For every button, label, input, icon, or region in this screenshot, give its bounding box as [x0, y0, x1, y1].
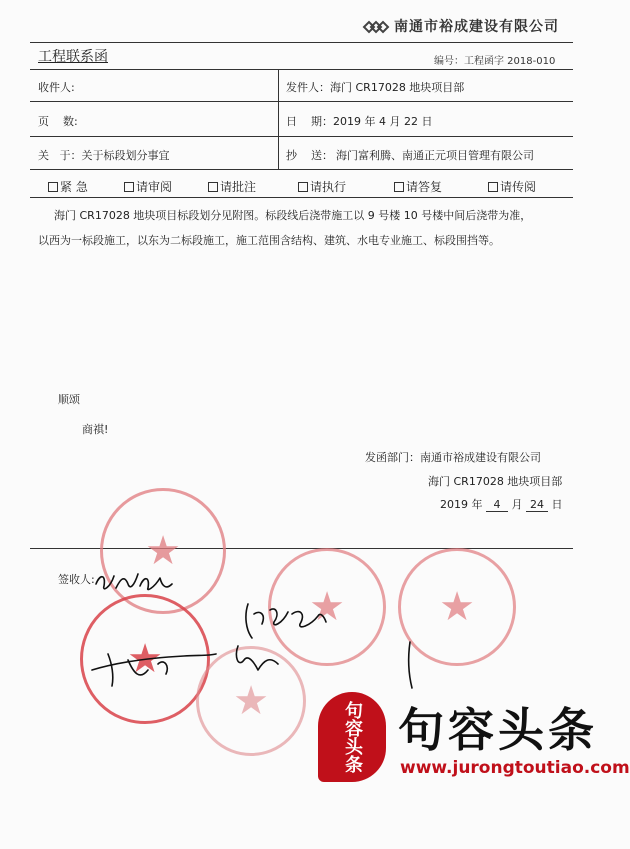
closing-regards: 商祺! [82, 423, 109, 436]
header-rule [30, 42, 573, 43]
receiver-signature [94, 566, 174, 596]
checkbox-reply[interactable]: 请答复 [394, 178, 442, 195]
table-row-rule [30, 169, 573, 170]
checkbox-box [124, 182, 134, 192]
logo-mark-icon [362, 19, 390, 35]
checkbox-execute[interactable]: 请执行 [298, 178, 346, 195]
approver-signature [240, 600, 330, 642]
brand-badge: 句容 头条 [318, 692, 386, 782]
recipient-label: 收件人: [38, 81, 75, 94]
manager-signature [88, 636, 288, 690]
brand-url[interactable]: www.jurongtoutiao.com [400, 758, 630, 778]
pages-label: 页 数: [38, 115, 78, 128]
company-name: 南通市裕成建设有限公司 [394, 19, 559, 35]
sender-field: 发件人：海门 CR17028 地块项目部 [286, 81, 465, 94]
checkbox-box [394, 182, 404, 192]
table-top-rule [30, 69, 573, 70]
table-row-rule [30, 136, 573, 137]
table-row-rule [30, 101, 573, 102]
checkbox-box [488, 182, 498, 192]
receiver-label: 签收人: [58, 573, 95, 586]
checkbox-review[interactable]: 请审阅 [124, 178, 172, 195]
cc-label: 抄 送： [286, 149, 333, 162]
subject-field: 关 于：关于标段划分事宜 [38, 149, 170, 162]
checkbox-box [208, 182, 218, 192]
checkbox-box [48, 182, 58, 192]
checkbox-annotate[interactable]: 请批注 [208, 178, 256, 195]
body-line-1: 海门 CR17028 地块项目标段划分见附图。标段线后浇带施工以 9 号楼 10 号楼中间后浇带为准， [54, 209, 532, 222]
checkbox-urgent[interactable]: 紧 急 [48, 178, 88, 195]
issue-date: 2019 年 4 月 24 日 [440, 498, 563, 511]
seal-star-icon: ★ [127, 636, 163, 682]
seal-star-icon: ★ [309, 584, 345, 630]
date-field: 日 期：2019 年 4 月 22 日 [286, 115, 433, 128]
table-divider [278, 69, 279, 169]
closing-greeting: 顺颂 [58, 393, 80, 406]
seal-star-icon: ★ [233, 678, 269, 724]
seal-star-icon: ★ [439, 584, 475, 630]
seal-star-icon: ★ [145, 528, 181, 574]
brand-name: 句容头条 [398, 703, 598, 757]
issuing-dept: 发函部门：南通市裕成建设有限公司 [365, 451, 541, 464]
doc-title: 工程联系函 [38, 49, 108, 65]
issuing-project: 海门 CR17028 地块项目部 [428, 475, 563, 488]
signature-mark [400, 640, 420, 690]
company-logo [362, 19, 390, 35]
checkbox-box [298, 182, 308, 192]
table-row-rule [30, 197, 573, 198]
cc-value: 海门富利腾、南通正元项目管理有限公司 [336, 149, 534, 162]
body-line-2: 以西为一标段施工，以东为二标段施工，施工范围含结构、建筑、水电专业施工、标段围挡等。 [38, 234, 500, 247]
doc-number: 编号：工程函字 2018-010 [434, 56, 556, 67]
checkbox-circulate[interactable]: 请传阅 [488, 178, 536, 195]
